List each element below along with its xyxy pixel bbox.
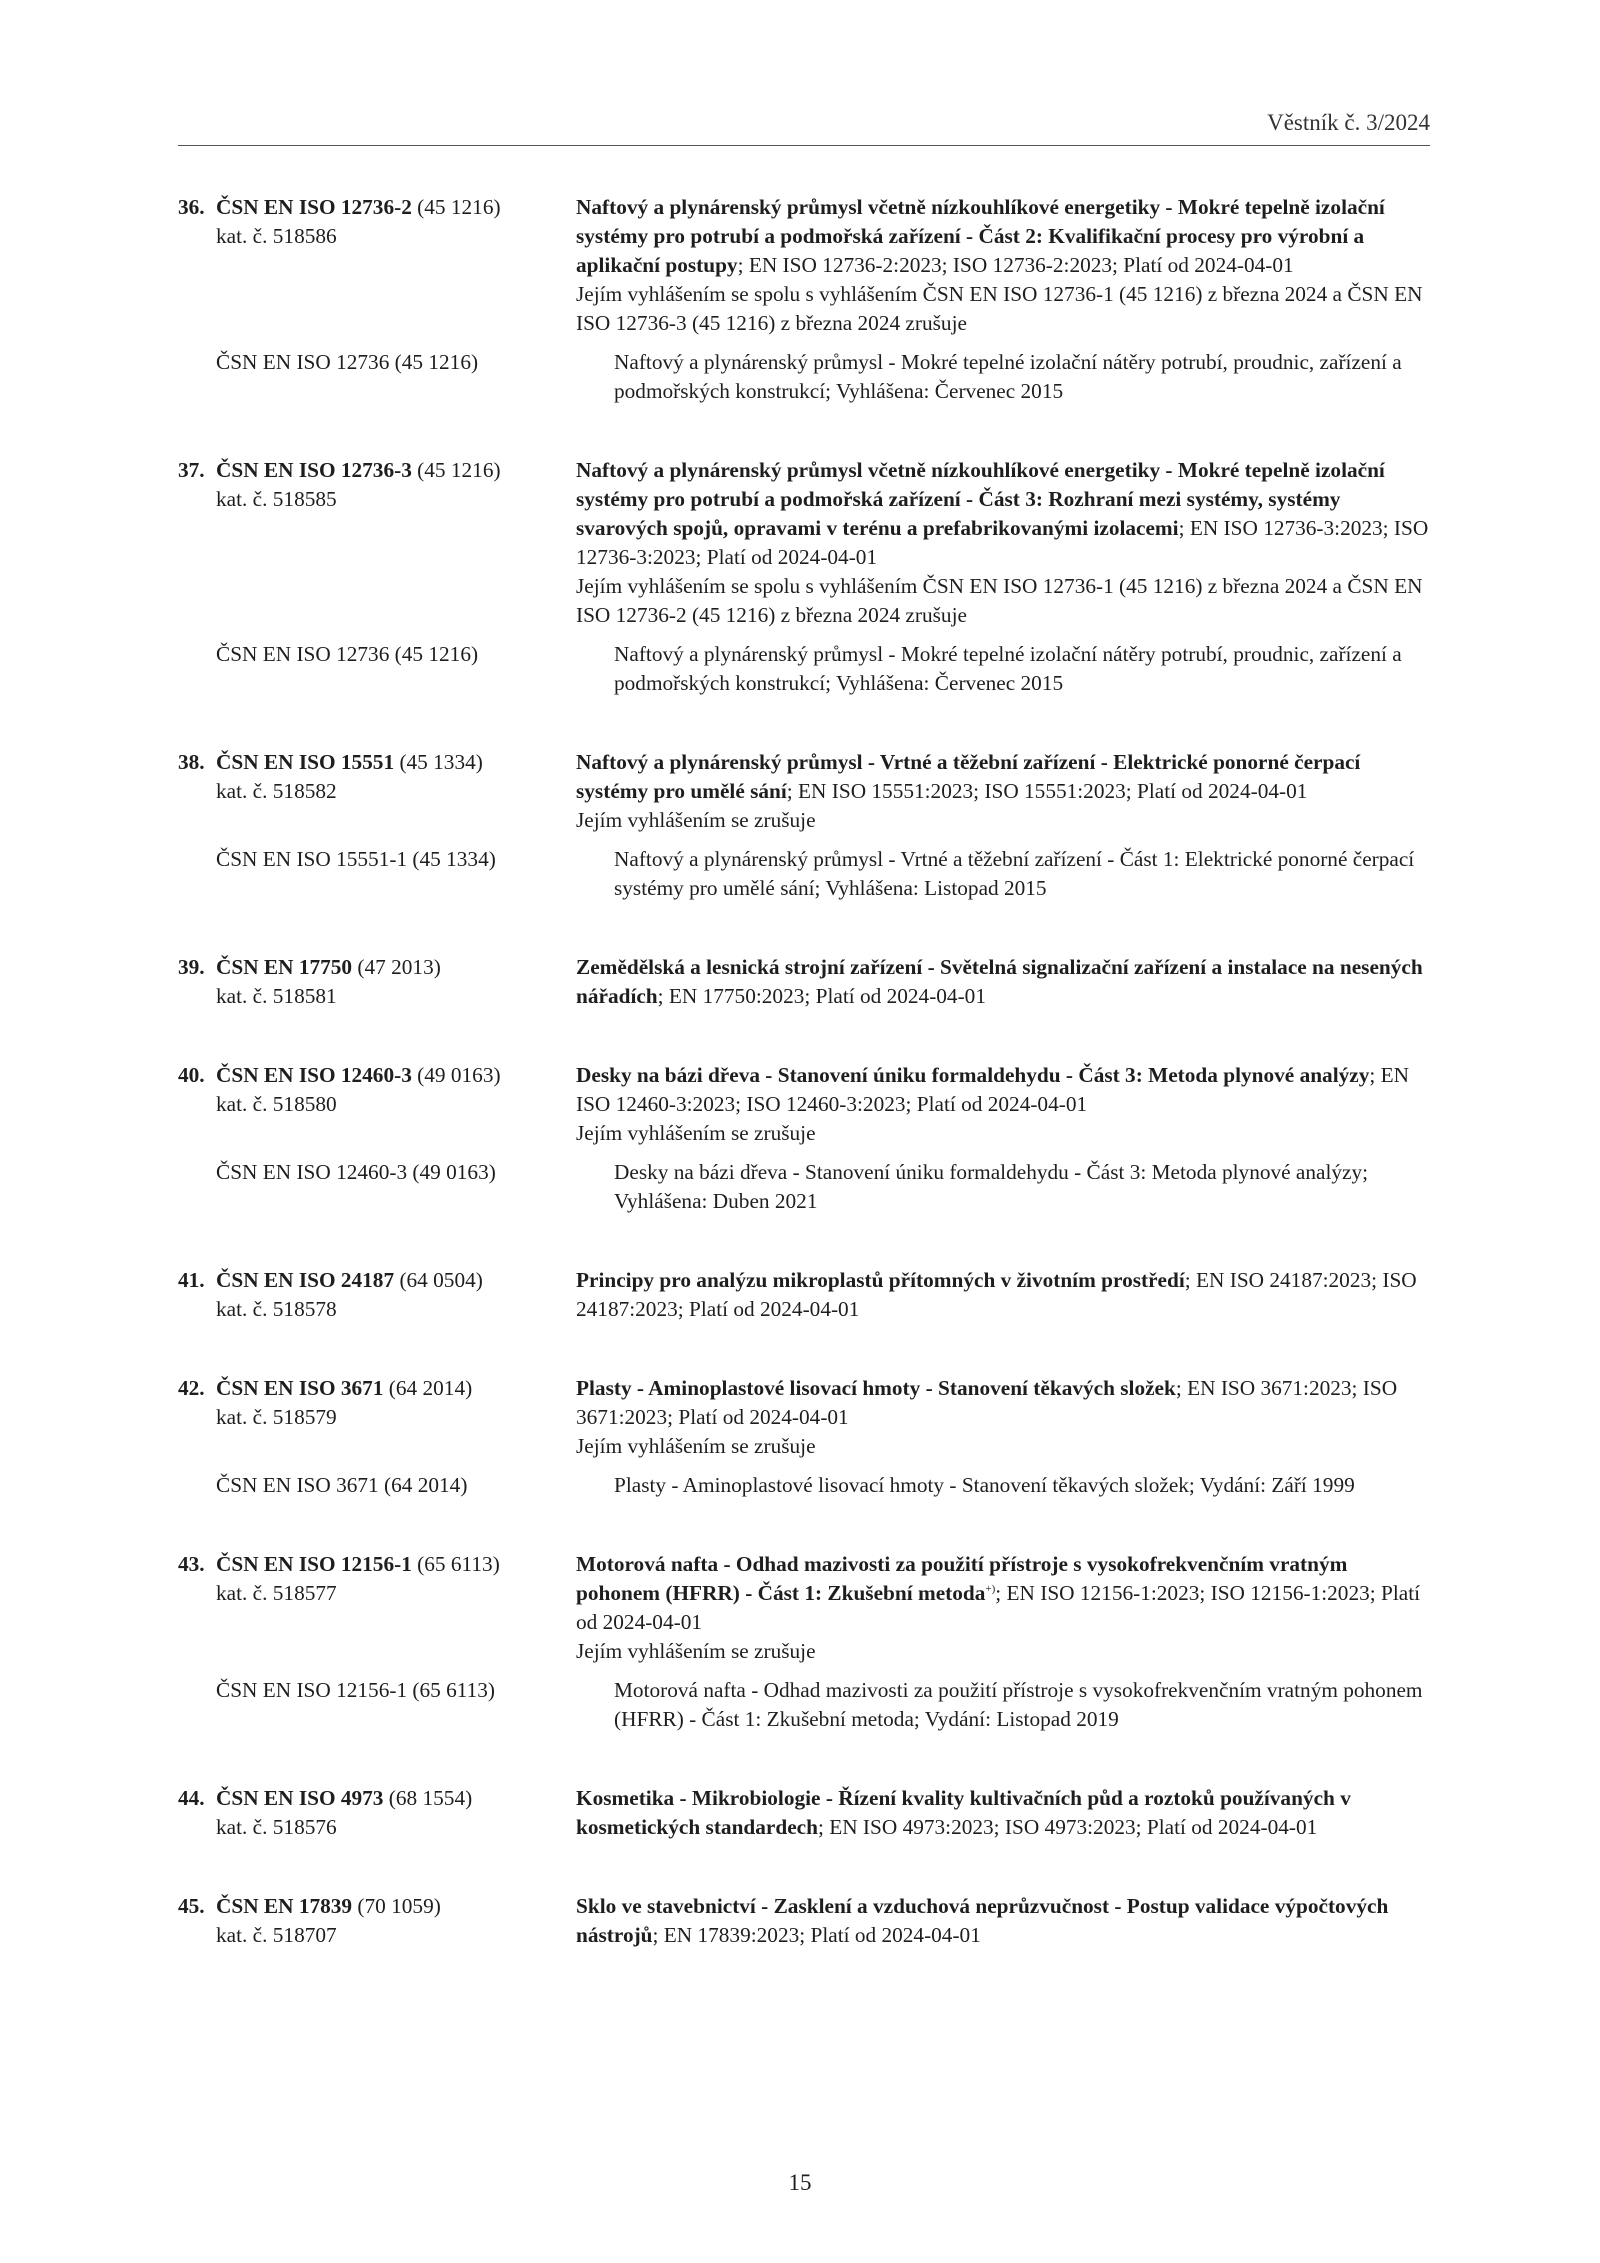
- withdrawal-note: Jejím vyhlášením se spolu s vyhlášením ČSN EN ISO 12736-1 (45 1216) z března 2024 a ČSN EN ISO 12736-2 (45 1216) z března 2024 zrušuje: [576, 574, 1423, 627]
- replaced-standard-code: ČSN EN ISO 12736 (45 1216): [216, 350, 479, 374]
- classification-number: (64 0504): [399, 1268, 483, 1292]
- entry-number: 38.: [178, 750, 205, 774]
- standard-title: Sklo ve stavebnictví - Zasklení a vzduchová neprůzvučnost - Postup validace výpočtových nástrojů: [576, 1894, 1389, 1947]
- classification-number: (64 2014): [388, 1376, 473, 1400]
- standard-entry: [178, 953, 1430, 1011]
- withdrawal-note: Jejím vyhlášením se zrušuje: [576, 1434, 816, 1458]
- classification-number: (45 1334): [399, 750, 483, 774]
- standard-code: ČSN EN 17750: [216, 955, 353, 979]
- replaced-standard-code: ČSN EN ISO 12156-1 (65 6113): [216, 1678, 496, 1702]
- page-number: 15: [788, 2170, 812, 2195]
- entry-number: 39.: [178, 955, 205, 979]
- catalog-number: kat. č. 518581: [216, 984, 337, 1008]
- standard-code: ČSN EN ISO 12736-3: [216, 458, 412, 482]
- standard-entry: [178, 456, 1430, 698]
- classification-number: (65 6113): [417, 1552, 500, 1576]
- entry-number: 40.: [178, 1063, 205, 1087]
- standard-entry: [178, 1374, 1430, 1500]
- replaced-standard-text: Desky na bázi dřeva - Stanovení úniku formaldehydu - Část 3: Metoda plynové analýzy; Vyhlášena: Duben 2021: [614, 1160, 1369, 1213]
- replaced-standard-text: Naftový a plynárenský průmysl - Mokré tepelné izolační nátěry potrubí, proudnic, zařízení a podmořských konstrukcí; Vyhlášena: Červenec 2015: [614, 350, 1402, 403]
- classification-number: (68 1554): [388, 1786, 473, 1810]
- withdrawal-note: Jejím vyhlášením se spolu s vyhlášením ČSN EN ISO 12736-1 (45 1216) z března 2024 a ČSN EN ISO 12736-3 (45 1216) z března 2024 zrušuje: [576, 282, 1423, 335]
- standard-code: ČSN EN ISO 12460-3: [216, 1063, 412, 1087]
- standards-list: [178, 193, 1430, 2000]
- entry-number: 41.: [178, 1268, 205, 1292]
- catalog-number: kat. č. 518582: [216, 779, 337, 803]
- standard-details: ; EN ISO 15551:2023; ISO 15551:2023; Platí od 2024-04-01: [786, 779, 1308, 803]
- standard-details: ; EN ISO 4973:2023; ISO 4973:2023; Platí od 2024-04-01: [817, 1815, 1318, 1839]
- standard-title: Zemědělská a lesnická strojní zařízení - Světelná signalizační zařízení a instalace na nesených nářadích: [576, 955, 1423, 1008]
- replaced-standard-code: ČSN EN ISO 12460-3 (49 0163): [216, 1160, 496, 1184]
- entry-number: 36.: [178, 195, 205, 219]
- classification-number: (70 1059): [357, 1894, 441, 1918]
- standard-code: ČSN EN ISO 12156-1: [216, 1552, 412, 1576]
- standard-entry: [178, 748, 1430, 903]
- standard-title: Motorová nafta - Odhad mazivosti za použití přístroje s vysokofrekvenčním vratným pohonem (HFRR) - Část 1: Zkušební metoda: [576, 1552, 1348, 1605]
- replaced-standard-text: Naftový a plynárenský průmysl - Mokré tepelné izolační nátěry potrubí, proudnic, zařízení a podmořských konstrukcí; Vyhlášena: Červenec 2015: [614, 642, 1402, 695]
- standard-title: Kosmetika - Mikrobiologie - Řízení kvality kultivačních půd a roztoků používaných v kosmetických standardech: [576, 1786, 1351, 1839]
- standard-entry: [178, 1550, 1430, 1734]
- standard-title: Principy pro analýzu mikroplastů přítomných v životním prostředí: [576, 1268, 1185, 1292]
- standard-details: ; EN ISO 3671:2023; ISO 3671:2023; Platí od 2024-04-01: [576, 1376, 1398, 1429]
- standard-details: ; EN ISO 12460-3:2023; ISO 12460-3:2023; Platí od 2024-04-01: [576, 1063, 1410, 1116]
- header-title: Věstník č. 3/2024: [1267, 110, 1430, 135]
- catalog-number: kat. č. 518586: [216, 224, 337, 248]
- entry-number: 37.: [178, 458, 205, 482]
- standard-code: ČSN EN ISO 3671: [216, 1376, 384, 1400]
- replaced-standard-text: Motorová nafta - Odhad mazivosti za použití přístroje s vysokofrekvenčním vratným pohonem (HFRR) - Část 1: Zkušební metoda; Vydání: Listopad 2019: [614, 1678, 1423, 1731]
- standard-details: ; EN 17750:2023; Platí od 2024-04-01: [657, 984, 986, 1008]
- standard-entry: [178, 1061, 1430, 1216]
- classification-number: (47 2013): [357, 955, 441, 979]
- classification-number: (45 1216): [417, 195, 501, 219]
- replaced-standard-code: ČSN EN ISO 15551-1 (45 1334): [216, 847, 496, 871]
- replaced-standard-code: ČSN EN ISO 12736 (45 1216): [216, 642, 479, 666]
- entry-number: 42.: [178, 1376, 205, 1400]
- entry-number: 44.: [178, 1786, 205, 1810]
- withdrawal-note: Jejím vyhlášením se zrušuje: [576, 1121, 816, 1145]
- classification-number: (45 1216): [417, 458, 501, 482]
- standard-code: ČSN EN ISO 12736-2: [216, 195, 412, 219]
- standard-title: Desky na bázi dřeva - Stanovení úniku formaldehydu - Část 3: Metoda plynové analýzy: [576, 1063, 1370, 1087]
- standard-title: Naftový a plynárenský průmysl včetně nízkouhlíkové energetiky - Mokré tepelně izolační systémy pro potrubí a podmořská zařízení - Část 2: Kvalifikační procesy pro výrobní a aplikační postupy: [576, 195, 1385, 277]
- catalog-number: kat. č. 518707: [216, 1923, 337, 1947]
- entry-number: 45.: [178, 1894, 205, 1918]
- withdrawal-note: Jejím vyhlášením se zrušuje: [576, 1639, 816, 1663]
- standard-code: ČSN EN ISO 24187: [216, 1268, 395, 1292]
- standard-code: ČSN EN 17839: [216, 1894, 353, 1918]
- catalog-number: kat. č. 518577: [216, 1581, 337, 1605]
- standard-entry: [178, 1892, 1430, 1950]
- replaced-standard-text: Plasty - Aminoplastové lisovací hmoty - Stanovení těkavých složek; Vydání: Září 1999: [614, 1473, 1355, 1497]
- standard-entry: [178, 1266, 1430, 1324]
- catalog-number: kat. č. 518580: [216, 1092, 337, 1116]
- standard-title: Naftový a plynárenský průmysl - Vrtné a těžební zařízení - Elektrické ponorné čerpací systémy pro umělé sání: [576, 750, 1361, 803]
- catalog-number: kat. č. 518578: [216, 1297, 337, 1321]
- standard-details: ; EN ISO 12736-2:2023; ISO 12736-2:2023; Platí od 2024-04-01: [737, 253, 1294, 277]
- standard-details: ; EN ISO 24187:2023; ISO 24187:2023; Platí od 2024-04-01: [576, 1268, 1417, 1321]
- replaced-standard-code: ČSN EN ISO 3671 (64 2014): [216, 1473, 468, 1497]
- standard-title: Plasty - Aminoplastové lisovací hmoty - Stanovení těkavých složek: [576, 1376, 1176, 1400]
- replaced-standard-text: Naftový a plynárenský průmysl - Vrtné a těžební zařízení - Část 1: Elektrické ponorné čerpací systémy pro umělé sání; Vyhlášena: Listopad 2015: [614, 847, 1415, 900]
- catalog-number: kat. č. 518585: [216, 487, 337, 511]
- footnote-marker: +): [985, 1582, 996, 1595]
- standard-entry: [178, 1784, 1430, 1842]
- standard-details: ; EN ISO 12156-1:2023; ISO 12156-1:2023; Platí od 2024-04-01: [576, 1581, 1421, 1634]
- catalog-number: kat. č. 518576: [216, 1815, 337, 1839]
- standard-details: ; EN 17839:2023; Platí od 2024-04-01: [652, 1923, 981, 1947]
- standard-entry: [178, 193, 1430, 406]
- catalog-number: kat. č. 518579: [216, 1405, 337, 1429]
- standard-title: Naftový a plynárenský průmysl včetně nízkouhlíkové energetiky - Mokré tepelně izolační systémy pro potrubí a podmořská zařízení - Část 3: Rozhraní mezi systémy, systémy svarových spojů, opravami v terénu a prefabrikovanými izolacemi: [576, 458, 1385, 540]
- header-divider: [178, 145, 1430, 146]
- standard-code: ČSN EN ISO 15551: [216, 750, 395, 774]
- withdrawal-note: Jejím vyhlášením se zrušuje: [576, 808, 816, 832]
- standard-code: ČSN EN ISO 4973: [216, 1786, 384, 1810]
- standard-details: ; EN ISO 12736-3:2023; ISO 12736-3:2023; Platí od 2024-04-01: [576, 516, 1429, 569]
- classification-number: (49 0163): [417, 1063, 501, 1087]
- entry-number: 43.: [178, 1552, 205, 1576]
